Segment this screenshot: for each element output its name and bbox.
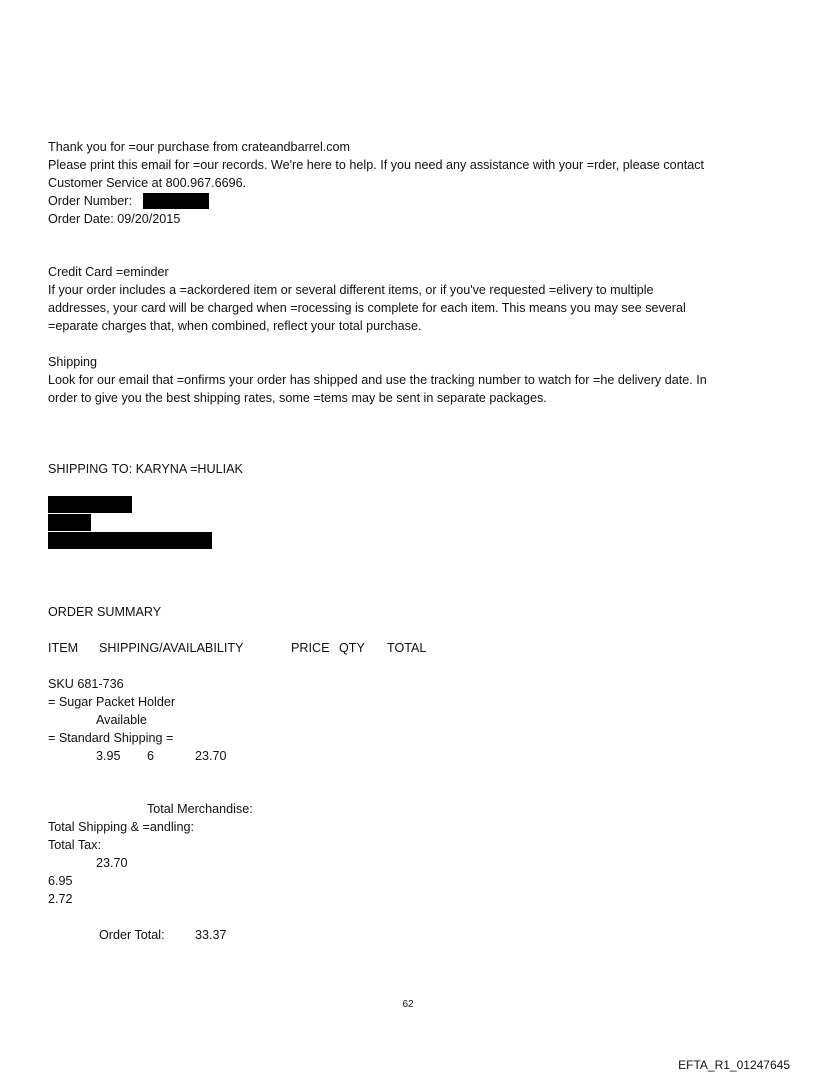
column-total: TOTAL xyxy=(387,641,427,655)
redaction-order-number xyxy=(143,193,209,209)
total-shipping-value: 6.95 xyxy=(48,874,73,888)
redaction-address-line-1 xyxy=(48,496,132,513)
order-date: Order Date: 09/20/2015 xyxy=(48,212,181,226)
item-availability: Available xyxy=(96,713,147,727)
shipping-heading: Shipping xyxy=(48,355,98,369)
total-shipping-label: Total Shipping & =andling: xyxy=(48,820,194,834)
total-tax-label: Total Tax: xyxy=(48,838,101,852)
page-number: 62 xyxy=(402,999,414,1010)
item-name: = Sugar Packet Holder xyxy=(48,695,176,709)
shipping-to: SHIPPING TO: KARYNA =HULIAK xyxy=(48,462,243,476)
redaction-address-line-3 xyxy=(48,532,212,549)
item-price: 3.95 xyxy=(96,749,121,763)
total-tax-value: 2.72 xyxy=(48,892,73,906)
thank-you-line: Thank you for =our purchase from crateandbarrel.com xyxy=(48,140,351,154)
item-total: 23.70 xyxy=(195,749,227,763)
order-summary-heading: ORDER SUMMARY xyxy=(48,605,162,619)
redaction-address-line-2 xyxy=(48,514,91,531)
order-number-label: Order Number: xyxy=(48,194,132,208)
item-qty: 6 xyxy=(147,749,155,763)
item-sku: SKU 681-736 xyxy=(48,677,124,691)
order-total-value: 33.37 xyxy=(195,928,227,942)
credit-card-text-3: =eparate charges that, when combined, reflect your total purchase. xyxy=(48,319,422,333)
item-shipping-method: = Standard Shipping = xyxy=(48,731,174,745)
credit-card-text-1: If your order includes a =ackordered item or several different items, or if you've requested =elivery to multiple xyxy=(48,283,654,297)
credit-card-heading: Credit Card =eminder xyxy=(48,265,169,279)
column-shipping-availability: SHIPPING/AVAILABILITY xyxy=(99,641,244,655)
print-instructions-line-2: Customer Service at 800.967.6696. xyxy=(48,176,247,190)
total-merchandise-value: 23.70 xyxy=(96,856,128,870)
credit-card-text-2: addresses, your card will be charged when =rocessing is complete for each item. This means you may see several xyxy=(48,301,686,315)
document-id: EFTA_R1_01247645 xyxy=(678,1058,790,1072)
column-qty: QTY xyxy=(339,641,365,655)
order-total-label: Order Total: xyxy=(99,928,165,942)
total-merchandise-label: Total Merchandise: xyxy=(147,802,253,816)
shipping-text-1: Look for our email that =onfirms your order has shipped and use the tracking number to watch for =he delivery date. In xyxy=(48,373,707,387)
column-item: ITEM xyxy=(48,641,79,655)
print-instructions-line-1: Please print this email for =our records. We're here to help. If you need any assistance with your =rder, please contact xyxy=(48,158,704,172)
column-price: PRICE xyxy=(291,641,330,655)
shipping-text-2: order to give you the best shipping rates, some =tems may be sent in separate packages. xyxy=(48,391,547,405)
